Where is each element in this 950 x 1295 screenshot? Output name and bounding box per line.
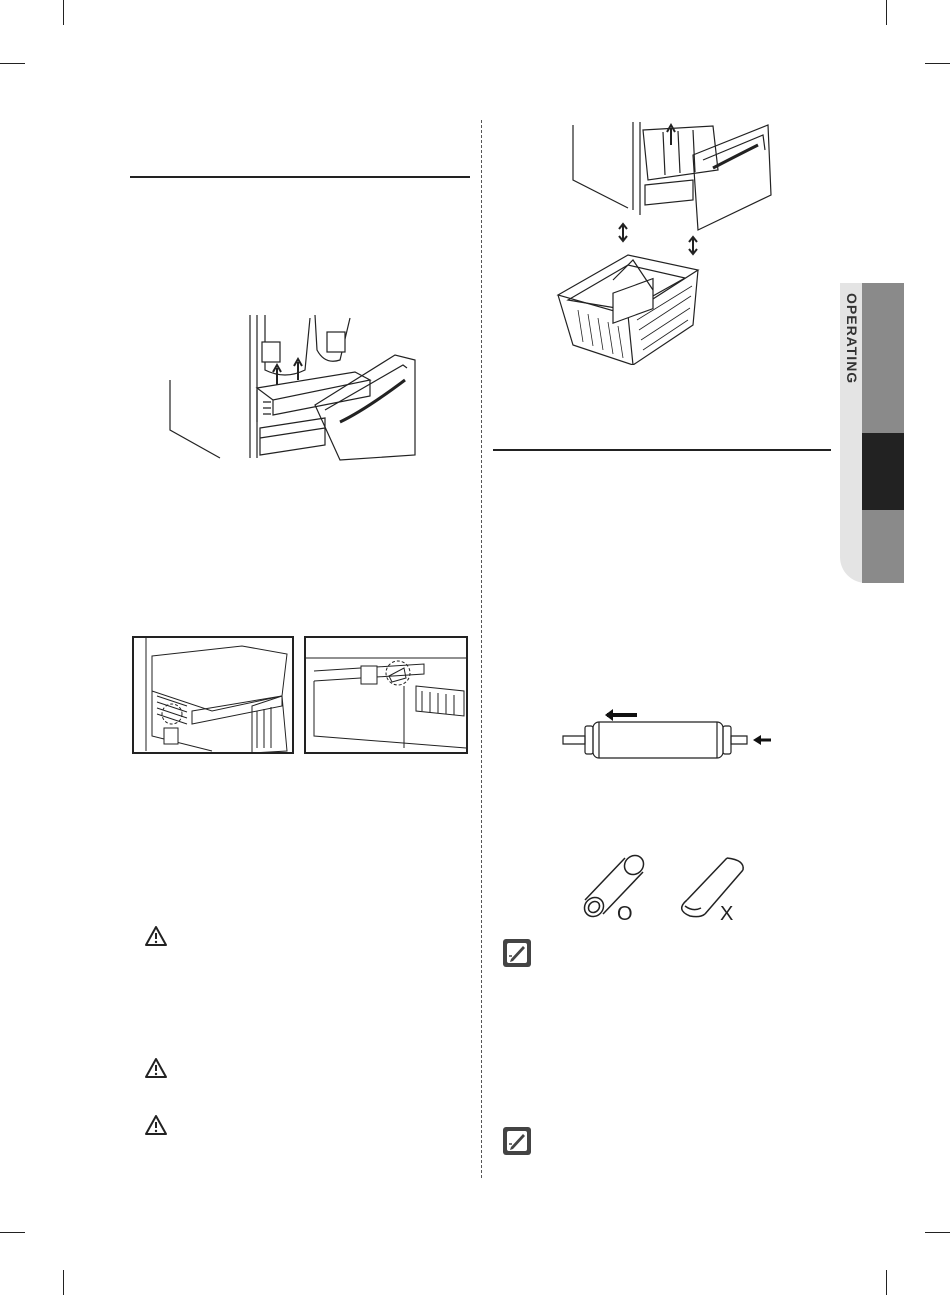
side-tab-upper bbox=[862, 283, 904, 433]
side-tab-lower bbox=[862, 510, 904, 583]
crop-mark bbox=[0, 1232, 25, 1233]
side-tab-label: OPERATING bbox=[844, 293, 860, 385]
note-pencil-icon bbox=[502, 1126, 532, 1156]
crop-mark bbox=[925, 63, 950, 64]
warning-triangle-icon bbox=[144, 925, 168, 947]
crop-mark bbox=[63, 0, 64, 25]
section-rule-left bbox=[130, 176, 470, 178]
tube-cut-illustration bbox=[575, 848, 750, 923]
section-rule-right bbox=[493, 449, 831, 451]
side-tab-active bbox=[862, 433, 904, 510]
warning-triangle-icon bbox=[144, 1114, 168, 1136]
water-filter-illustration bbox=[555, 700, 775, 770]
basket-removal-illustration bbox=[553, 120, 775, 365]
crop-mark bbox=[925, 1232, 950, 1233]
crop-mark bbox=[63, 1270, 64, 1295]
tube-good-mark: O bbox=[617, 903, 633, 923]
crop-mark bbox=[886, 0, 887, 25]
column-divider bbox=[481, 120, 482, 1178]
note-pencil-icon bbox=[502, 938, 532, 968]
latch-detail-illustration-a bbox=[132, 636, 294, 754]
bin-removal-illustration bbox=[165, 310, 435, 462]
tube-bad-mark: X bbox=[720, 903, 734, 923]
latch-detail-illustration-b bbox=[304, 636, 468, 754]
warning-triangle-icon bbox=[144, 1057, 168, 1079]
crop-mark bbox=[0, 63, 25, 64]
crop-mark bbox=[886, 1270, 887, 1295]
